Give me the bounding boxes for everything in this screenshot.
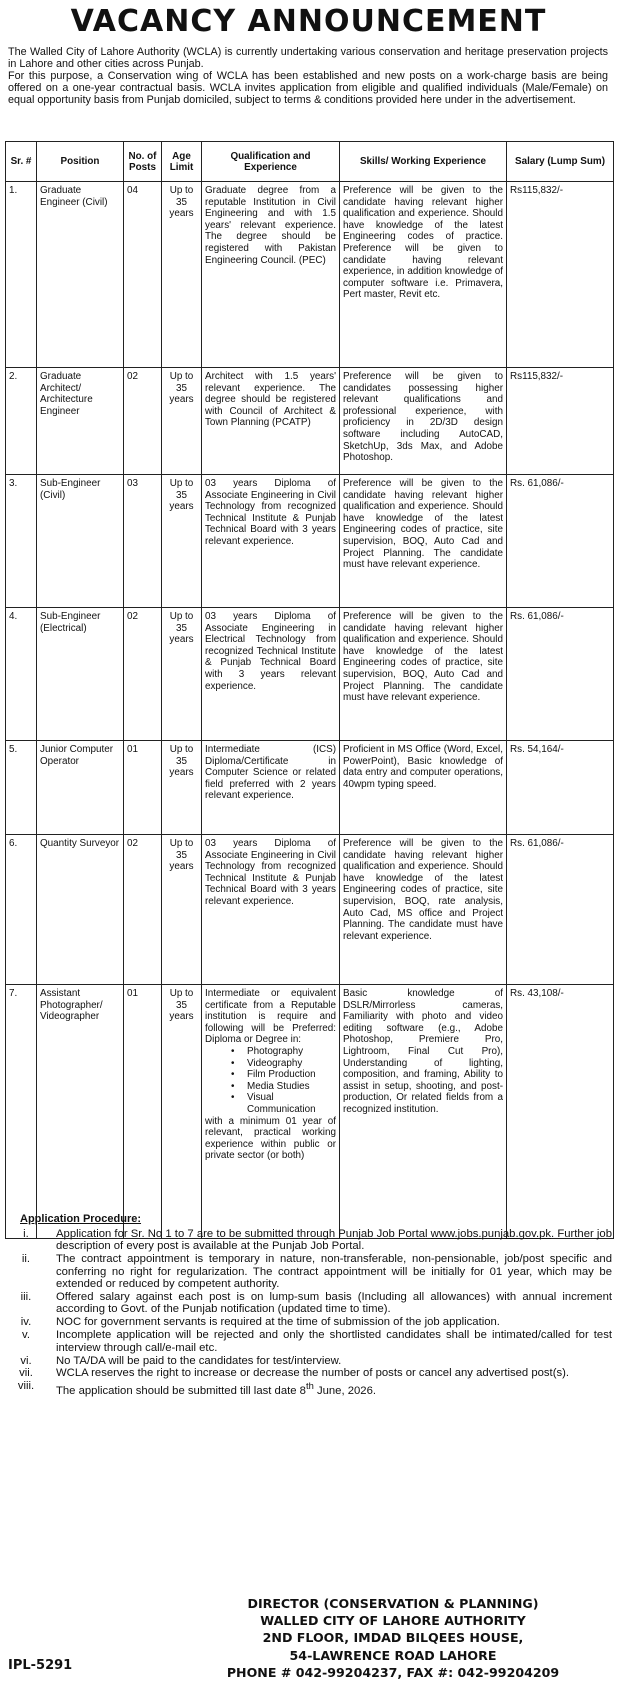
intro-text [8, 46, 608, 106]
procedure-number: iv. [20, 1316, 32, 1329]
row-posts: 01 [124, 741, 162, 835]
row-age: Up to 35 years [162, 741, 202, 835]
row-posts: 01 [124, 985, 162, 1239]
qualification-bullet-list [205, 1046, 336, 1116]
row-qualification: 03 years Diploma of Associate Engineering in Civil Technology from recognized Technical Institute & Punjab Technical Board with 3 years relevant experience. [202, 475, 340, 608]
row-sr: 1. [6, 182, 37, 368]
procedure-list [8, 1228, 612, 1398]
procedure-text: Incomplete application will be rejected and only the shortlisted candidates shall be intimated/called for test interview through call/e-mail etc. [56, 1329, 612, 1354]
table-row [6, 835, 614, 985]
announcement-title: VACANCY ANNOUNCEMENT [70, 4, 547, 39]
procedure-text: June, 2026. [313, 1385, 376, 1398]
row-posts: 03 [124, 475, 162, 608]
list-item: • Videography [247, 1058, 336, 1070]
table-row [6, 475, 614, 608]
procedure-text: The application should be submitted till last date 8 [56, 1385, 306, 1398]
list-item: • Film Production [247, 1069, 336, 1081]
address-line: 2ND FLOOR, IMDAD BILQEES HOUSE, [262, 1630, 524, 1646]
reference-number: IPL-5291 [8, 1658, 73, 1673]
list-item: • Photography [247, 1046, 336, 1058]
row-salary: Rs. 61,086/- [507, 835, 614, 985]
row-posts: 04 [124, 182, 162, 368]
header-skills: Skills/ Working Experience [340, 142, 507, 182]
procedure-item [8, 1355, 612, 1367]
row-sr: 5. [6, 741, 37, 835]
row-sr: 4. [6, 608, 37, 741]
procedure-item [8, 1380, 612, 1397]
row-salary: Rs. 61,086/- [507, 608, 614, 741]
table-row [6, 608, 614, 741]
row-sr: 3. [6, 475, 37, 608]
header-sr: Sr. # [6, 142, 37, 182]
list-item: • Media Studies [247, 1081, 336, 1093]
procedure-number: v. [22, 1329, 30, 1342]
procedure-text: The contract appointment is temporary in nature, non-transferable, non-pensionable, job/post specific and conferring no right for regularization. The contract appointment will be initially for 01 year, which may be extended or reduced by competent authority. [56, 1253, 612, 1291]
row-skills: Preference will be given to candidates possessing higher relevant qualifications and professional experience, with proficiency in 2D/3D design software including AutoCAD, SketchUp, 3ds Max, and Adobe Photoshop. [340, 368, 507, 475]
row-qualification [202, 985, 340, 1239]
procedure-number: vi. [20, 1354, 32, 1367]
row-age: Up to 35 years [162, 475, 202, 608]
procedure-text: Application for Sr. No 1 to 7 are to be submitted through Punjab Job Portal [56, 1228, 431, 1240]
procedure-item [8, 1228, 612, 1253]
contact-address-block [183, 1595, 603, 1681]
row-position: Assistant Photographer/ Videographer [37, 985, 124, 1239]
procedure-number: i. [23, 1228, 29, 1240]
row-position: Graduate Architect/ Architecture Engineer [37, 368, 124, 475]
row-salary: Rs115,832/- [507, 368, 614, 475]
address-line: PHONE # 042-99204237, FAX #: 042-99204209 [226, 1664, 560, 1680]
qualification-outro: with a minimum 01 year of relevant, practical working experience within public or private sector (or both) [205, 1115, 336, 1162]
qualification-intro: Intermediate or equivalent certificate from a Reputable institution is require and following will be Preferred: Diploma or Degree in: [205, 988, 336, 1046]
row-skills: Preference will be given to the candidate having relevant higher qualification and experience. Should have knowledge of the latest Engineering codes of practice. Preference will be given to candidate having relevant experience, in addition knowledge of computer software i.e. Primavera, Pert master, Revit etc. [340, 182, 507, 368]
row-qualification: 03 years Diploma of Associate Engineering in Civil Technology from recognized Technical Institute & Punjab Technical Board with 3 years relevant experience. [202, 835, 340, 985]
procedure-number: viii. [17, 1380, 35, 1393]
header-position: Position [37, 142, 124, 182]
address-line: DIRECTOR (CONSERVATION & PLANNING) [247, 1596, 539, 1611]
procedure-number: iii. [20, 1291, 32, 1304]
header-salary: Salary (Lump Sum) [507, 142, 614, 182]
procedure-text: WCLA reserves the right to increase or decrease the number of posts or cancel any advertised post(s). [56, 1367, 569, 1380]
procedure-item [8, 1329, 612, 1354]
procedure-item [8, 1253, 612, 1290]
row-posts: 02 [124, 608, 162, 741]
row-qualification: Architect with 1.5 years' relevant experience. The degree should be registered with Council of Architect & Town Planning (PCATP) [202, 368, 340, 475]
header-posts: No. of Posts [124, 142, 162, 182]
row-salary: Rs. 43,108/- [507, 985, 614, 1239]
header-age: Age Limit [162, 142, 202, 182]
row-position: Sub-Engineer (Electrical) [37, 608, 124, 741]
intro-paragraph: For this purpose, a Conservation wing of WCLA has been established and new posts on a work-charge basis are being offered on a one-year contractual basis. WCLA invites application from eligible and qualified individuals (Male/Female) on equal opportunity basis from Punjab domiciled, subject to terms & conditions provided here under in the advertisement. [8, 70, 608, 107]
row-age: Up to 35 years [162, 182, 202, 368]
row-salary: Rs. 61,086/- [507, 475, 614, 608]
row-skills: Basic knowledge of DSLR/Mirrorless cameras, Familiarity with photo and video editing software (e.g., Adobe Photoshop, Premiere Pro, Lightroom, Final Cut Pro), Understanding of lighting, composition, and framing, Ability to assist in setup, shooting, and post-production, Or related fields from a recognized institution. [340, 985, 507, 1239]
row-salary: Rs. 54,164/- [507, 741, 614, 835]
table-row [6, 985, 614, 1239]
row-age: Up to 35 years [162, 985, 202, 1239]
table-row [6, 368, 614, 475]
address-line: 54-LAWRENCE ROAD LAHORE [289, 1647, 497, 1663]
row-sr: 7. [6, 985, 37, 1239]
procedure-text: . Further job description of every post is available at the Punjab Job Portal. [56, 1228, 613, 1253]
row-skills: Proficient in MS Office (Word, Excel, PowerPoint), Basic knowledge of data entry and computer operations, 40wpm typing speed. [340, 741, 507, 835]
table-header-row [6, 142, 614, 182]
procedure-text: Offered salary against each post is on lump-sum basis (Including all allowances) with annual increment according to Govt. of the Punjab notification (updated time to time). [56, 1291, 612, 1316]
row-age: Up to 35 years [162, 608, 202, 741]
row-position: Junior Computer Operator [37, 741, 124, 835]
date-superscript: th [305, 1380, 314, 1392]
row-position: Graduate Engineer (Civil) [37, 182, 124, 368]
procedure-number: ii. [21, 1253, 31, 1266]
row-qualification: Graduate degree from a reputable Institution in Civil Engineering and with 1.5 years' relevant experience. The degree should be registered with Pakistan Engineering Council. (PEC) [202, 182, 340, 368]
row-skills: Preference will be given to the candidate having relevant higher qualification and experience. Should have knowledge of the latest Engineering codes of practice, site supervision, BOQ, Auto Cad and Project Planning. The candidate must have relevant experience. [340, 475, 507, 608]
row-qualification: 03 years Diploma of Associate Engineering in Electrical Technology from recognized Technical Institute & Punjab Technical Board with 3 years relevant experience. [202, 608, 340, 741]
procedure-item [8, 1367, 612, 1379]
row-posts: 02 [124, 835, 162, 985]
header-qualification: Qualification and Experience [202, 142, 340, 182]
row-position: Quantity Surveyor [37, 835, 124, 985]
procedure-text: No TA/DA will be paid to the candidates for test/interview. [56, 1354, 342, 1367]
row-sr: 6. [6, 835, 37, 985]
table-row [6, 182, 614, 368]
list-item: • Visual Communication [247, 1092, 336, 1115]
address-line: WALLED CITY OF LAHORE AUTHORITY [260, 1613, 526, 1629]
row-skills: Preference will be given to the candidate having relevant higher qualification and experience. Should have knowledge of the latest Engineering codes of practice, site supervision, BOQ, Auto Cad and Project Planning. The candidate must have relevant experience. [340, 608, 507, 741]
procedure-item [8, 1291, 612, 1316]
vacancy-table [5, 141, 614, 1239]
procedure-heading: Application Procedure: [20, 1213, 142, 1225]
row-sr: 2. [6, 368, 37, 475]
row-posts: 02 [124, 368, 162, 475]
row-position: Sub-Engineer (Civil) [37, 475, 124, 608]
procedure-text: NOC for government servants is required at the time of submission of the job application. [56, 1316, 500, 1329]
row-age: Up to 35 years [162, 835, 202, 985]
job-portal-link[interactable]: www.jobs.punjab.gov.pk [430, 1228, 552, 1240]
procedure-item [8, 1316, 612, 1328]
row-skills: Preference will be given to the candidate having relevant higher qualification and experience. Should have knowledge of the latest Engineering codes of practice, site supervision, BOQ, rate analysis, Auto Cad, MS office and Project Planning. The candidate must have relevant experience. [340, 835, 507, 985]
row-age: Up to 35 years [162, 368, 202, 475]
row-salary: Rs115,832/- [507, 182, 614, 368]
table-row [6, 741, 614, 835]
intro-paragraph: The Walled City of Lahore Authority (WCLA) is currently undertaking various conservation and heritage preservation projects in Lahore and other cities across Punjab. [8, 46, 608, 71]
row-qualification: Intermediate (ICS) Diploma/Certificate in Computer Science or related field preferred with 2 years relevant experience. [202, 741, 340, 835]
procedure-number: vii. [19, 1367, 33, 1380]
